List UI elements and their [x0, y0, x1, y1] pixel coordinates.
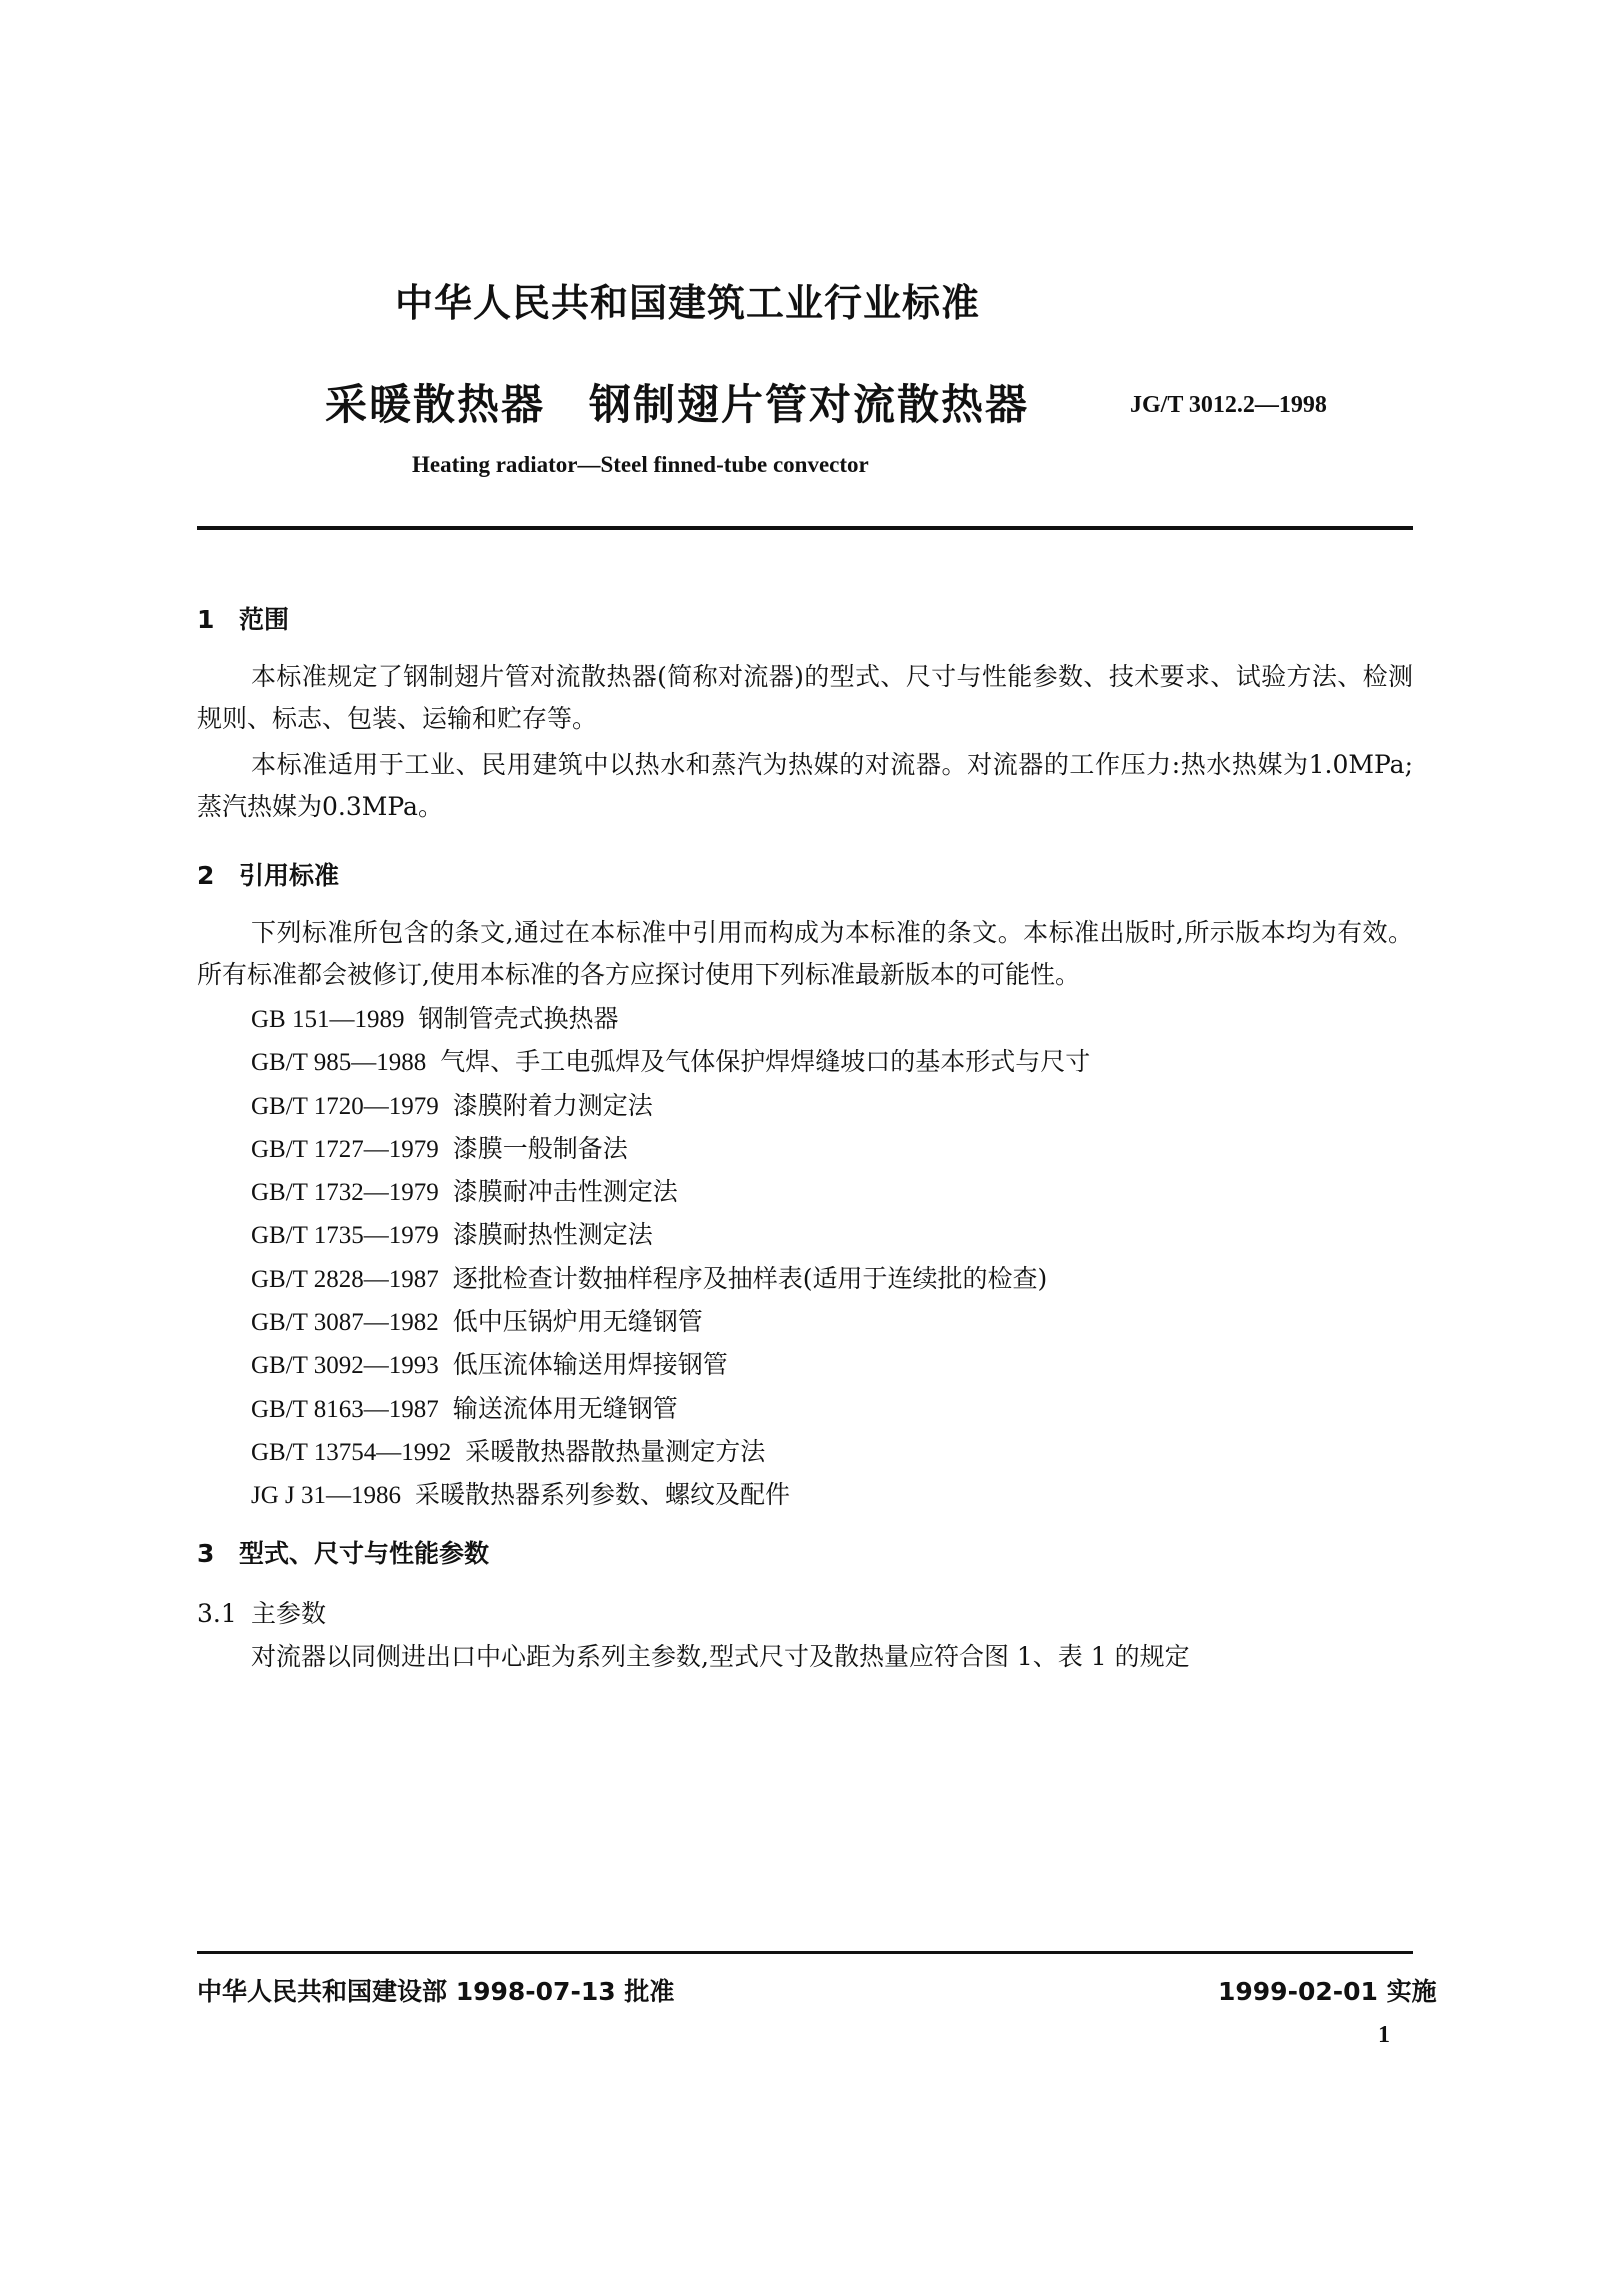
section-2-intro: 下列标准所包含的条文,通过在本标准中引用而构成为本标准的条文。本标准出版时,所示版本均为有效。所有标准都会被修订,使用本标准的各方应探讨使用下列标准最新版本的可能性。 — [197, 918, 1413, 989]
approval-statement: 中华人民共和国建设部 1998-07-13 批准 — [197, 1977, 675, 2006]
reference-title: 漆膜耐热性测定法 — [452, 1220, 653, 1250]
reference-code: GB/T 3087—1982 — [251, 1309, 439, 1337]
reference-item — [251, 1128, 1090, 1171]
reference-item — [251, 1214, 1090, 1257]
reference-code: GB/T 13754—1992 — [251, 1438, 452, 1466]
reference-title: 漆膜一般制备法 — [452, 1133, 628, 1163]
section-3-number: 3 — [197, 1539, 215, 1568]
reference-title: 气焊、手工电弧焊及气体保护焊焊缝坡口的基本形式与尺寸 — [440, 1047, 1091, 1077]
section-2-number: 2 — [197, 861, 215, 890]
reference-code: GB/T 985—1988 — [251, 1049, 427, 1077]
reference-list — [251, 998, 1090, 1518]
implementation-statement: 1999-02-01 实施 — [1218, 1977, 1437, 2006]
page-number: 1 — [1378, 2022, 1390, 2048]
reference-title: 逐批检查计数抽样程序及抽样表(适用于连续批的检查) — [452, 1263, 1048, 1293]
section-2-heading — [197, 856, 339, 892]
reference-title: 采暖散热器散热量测定方法 — [465, 1436, 766, 1466]
reference-title: 低压流体输送用焊接钢管 — [452, 1350, 728, 1380]
section-3-1-paragraph: 对流器以同侧进出口中心距为系列主参数,型式尺寸及散热量应符合图 1、表 1 的规定 — [251, 1642, 1190, 1671]
section-1-title: 范围 — [239, 605, 290, 634]
section-2-title: 引用标准 — [239, 861, 340, 890]
reference-code: GB/T 1735—1979 — [251, 1222, 439, 1250]
reference-code: GB/T 1720—1979 — [251, 1092, 439, 1120]
english-title: Heating radiator—Steel finned-tube convector — [412, 452, 869, 477]
reference-title: 漆膜附着力测定法 — [452, 1090, 653, 1120]
header-divider — [197, 526, 1413, 530]
reference-code: GB/T 2828—1987 — [251, 1265, 439, 1293]
section-3-1-heading — [197, 1594, 326, 1630]
section-3-1-title: 主参数 — [251, 1599, 327, 1628]
reference-title: 钢制管壳式换热器 — [418, 1004, 619, 1033]
reference-title: 低中压锅炉用无缝钢管 — [452, 1307, 703, 1337]
section-3-heading — [197, 1534, 489, 1570]
reference-title: 采暖散热器系列参数、螺纹及配件 — [415, 1480, 791, 1510]
section-3-title: 型式、尺寸与性能参数 — [239, 1539, 490, 1568]
section-1-paragraph-2: 本标准适用于工业、民用建筑中以热水和蒸汽为热媒的对流器。对流器的工作压力:热水热媒为1.0MPa;蒸汽热媒为0.3MPa。 — [197, 750, 1413, 821]
reference-code: GB/T 1732—1979 — [251, 1179, 439, 1207]
reference-item — [251, 1301, 1090, 1344]
reference-title: 输送流体用无缝钢管 — [452, 1393, 678, 1423]
standard-title: 采暖散热器 钢制翅片管对流散热器 — [325, 380, 1030, 429]
reference-code: GB 151—1989 — [251, 1006, 405, 1033]
section-1-heading — [197, 600, 289, 636]
standard-code: JG/T 3012.2—1998 — [1130, 392, 1327, 418]
reference-item — [251, 1344, 1090, 1387]
footer-divider — [197, 1951, 1413, 1954]
reference-item — [251, 1474, 1090, 1517]
reference-item — [251, 998, 1090, 1041]
section-3-1-number: 3.1 — [197, 1599, 237, 1628]
reference-code: JG J 31—1986 — [251, 1482, 402, 1510]
reference-code: GB/T 3092—1993 — [251, 1352, 439, 1380]
reference-code: GB/T 8163—1987 — [251, 1395, 439, 1423]
reference-item — [251, 1258, 1090, 1301]
reference-item — [251, 1388, 1090, 1431]
reference-item — [251, 1431, 1090, 1474]
reference-item — [251, 1041, 1090, 1084]
reference-code: GB/T 1727—1979 — [251, 1135, 439, 1163]
organization-title: 中华人民共和国建筑工业行业标准 — [395, 281, 981, 325]
section-1-number: 1 — [197, 605, 215, 634]
reference-title: 漆膜耐冲击性测定法 — [452, 1177, 678, 1207]
reference-item — [251, 1171, 1090, 1214]
section-1-paragraph-1: 本标准规定了钢制翅片管对流散热器(简称对流器)的型式、尺寸与性能参数、技术要求、试验方法、检测规则、标志、包装、运输和贮存等。 — [197, 662, 1413, 733]
reference-item — [251, 1085, 1090, 1128]
